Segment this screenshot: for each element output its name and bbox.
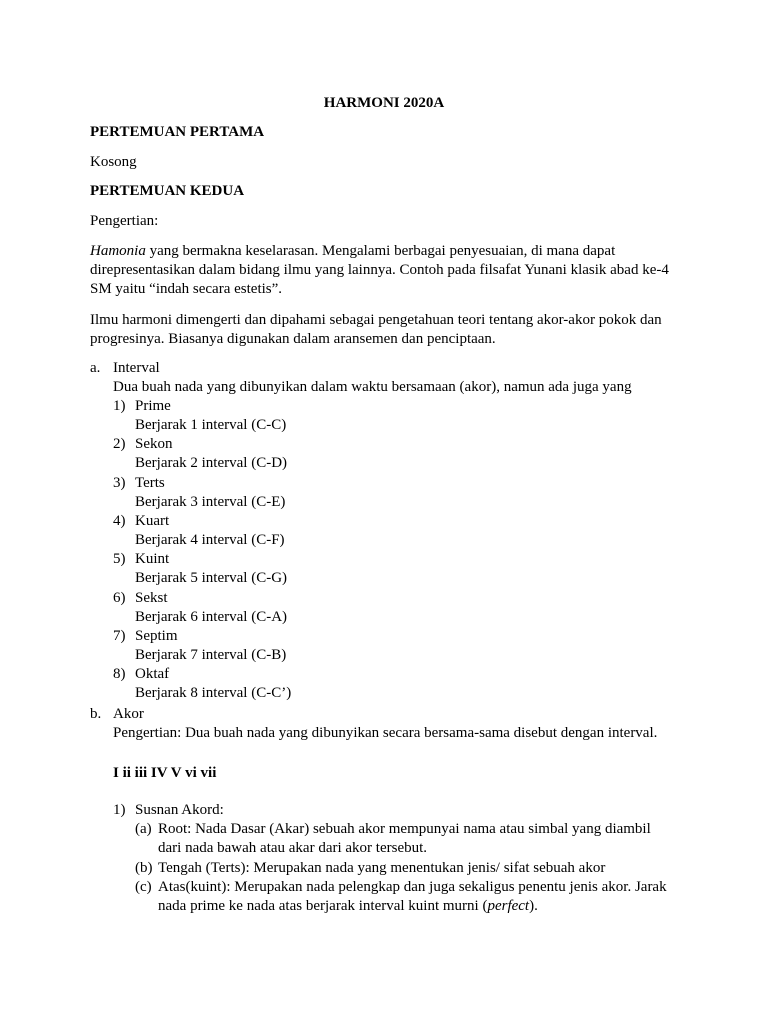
interval-list xyxy=(113,397,673,703)
italic-term: Hamonia xyxy=(90,243,146,259)
italic-term: perfect xyxy=(487,898,530,914)
susunan-line: Atas(kuint): Merupakan nada pelengkap dan juga sekaligus penentu jenis akor. Jarak xyxy=(158,879,667,895)
interval-item xyxy=(113,435,673,474)
section-label: Interval xyxy=(113,360,160,376)
item-number: 3) xyxy=(113,475,126,491)
paragraph-line xyxy=(90,242,690,261)
interval-item xyxy=(113,474,673,512)
heading-pertemuan-kedua: PERTEMUAN KEDUA xyxy=(90,183,245,199)
interval-name: Septim xyxy=(135,628,178,644)
paragraph-line: Ilmu harmoni dimengerti dan dipahami sebagai pengetahuan teori tentang akor-akor pokok dan xyxy=(90,312,662,328)
interval-item xyxy=(113,665,673,703)
paragraph-line: direpresentasikan dalam bidang ilmu yang lainnya. Contoh pada filsafat Yunani klasik abad ke-4 xyxy=(90,262,669,278)
item-number: 4) xyxy=(113,513,126,529)
line-text: ). xyxy=(529,898,538,914)
document-title: HARMONI 2020A xyxy=(323,95,445,111)
susunan-akord-list xyxy=(113,801,683,921)
susunan-line: Tengah (Terts): Merupakan nada yang menentukan jenis/ sifat sebuah akor xyxy=(158,860,606,876)
interval-name: Sekon xyxy=(135,436,173,452)
item-number: 1) xyxy=(113,802,126,818)
item-number: 2) xyxy=(113,436,126,452)
list-item-akor xyxy=(90,705,690,745)
interval-name: Prime xyxy=(135,398,171,414)
item-number: 1) xyxy=(113,398,126,414)
akor-definition: Pengertian: Dua buah nada yang dibunyikan secara bersama-sama disebut dengan interval. xyxy=(113,725,658,741)
interval-name: Terts xyxy=(135,475,165,491)
susunan-line: dari nada bawah atau akar dari akor tersebut. xyxy=(158,840,428,856)
sub-marker: (c) xyxy=(135,879,152,895)
susunan-label: Susnan Akord: xyxy=(135,802,224,818)
interval-item xyxy=(113,627,673,665)
paragraph-line: SM yaitu “indah secara estetis”. xyxy=(90,281,283,297)
line-text: yang bermakna keselarasan. Mengalami berbagai penyesuaian, di mana dapat xyxy=(145,243,616,259)
interval-item xyxy=(113,550,673,589)
interval-name: Sekst xyxy=(135,590,168,606)
item-number: 8) xyxy=(113,666,126,682)
list-item-interval xyxy=(90,359,690,709)
list-marker: b. xyxy=(90,706,102,722)
line-text: nada prime ke nada atas berjarak interval kuint murni ( xyxy=(158,898,488,914)
list-marker: a. xyxy=(90,360,101,376)
paragraph-hamonia xyxy=(90,242,690,299)
interval-name: Oktaf xyxy=(135,666,170,682)
interval-description: Dua buah nada yang dibunyikan dalam waktu bersamaan (akor), namun ada juga yang xyxy=(113,379,632,395)
interval-detail: Berjarak 6 interval (C-A) xyxy=(135,609,288,625)
text-kosong: Kosong xyxy=(90,154,137,170)
interval-detail: Berjarak 3 interval (C-E) xyxy=(135,494,286,510)
chord-scale-numerals: I ii iii IV V vi vii xyxy=(113,765,217,781)
sub-marker: (a) xyxy=(135,821,152,837)
label-pengertian: Pengertian: xyxy=(90,213,159,229)
item-number: 6) xyxy=(113,590,126,606)
heading-pertemuan-pertama: PERTEMUAN PERTAMA xyxy=(90,124,265,140)
interval-detail: Berjarak 5 interval (C-G) xyxy=(135,570,288,586)
paragraph-line: progresinya. Biasanya digunakan dalam aransemen dan penciptaan. xyxy=(90,331,496,347)
interval-detail: Berjarak 8 interval (C-C’) xyxy=(135,685,292,701)
interval-detail: Berjarak 4 interval (C-F) xyxy=(135,532,285,548)
interval-detail: Berjarak 1 interval (C-C) xyxy=(135,417,287,433)
interval-detail: Berjarak 2 interval (C-D) xyxy=(135,455,288,471)
susunan-line: Root: Nada Dasar (Akar) sebuah akor mempunyai nama atau simbal yang diambil xyxy=(158,821,651,837)
interval-name: Kuart xyxy=(135,513,170,529)
interval-detail: Berjarak 7 interval (C-B) xyxy=(135,647,287,663)
sub-marker: (b) xyxy=(135,860,153,876)
interval-name: Kuint xyxy=(135,551,170,567)
paragraph-ilmu-harmoni xyxy=(90,311,690,349)
section-label: Akor xyxy=(113,706,144,722)
susunan-line xyxy=(158,897,688,916)
interval-item xyxy=(113,512,673,550)
interval-item xyxy=(113,397,673,435)
item-number: 5) xyxy=(113,551,126,567)
item-number: 7) xyxy=(113,628,126,644)
interval-item xyxy=(113,589,673,627)
